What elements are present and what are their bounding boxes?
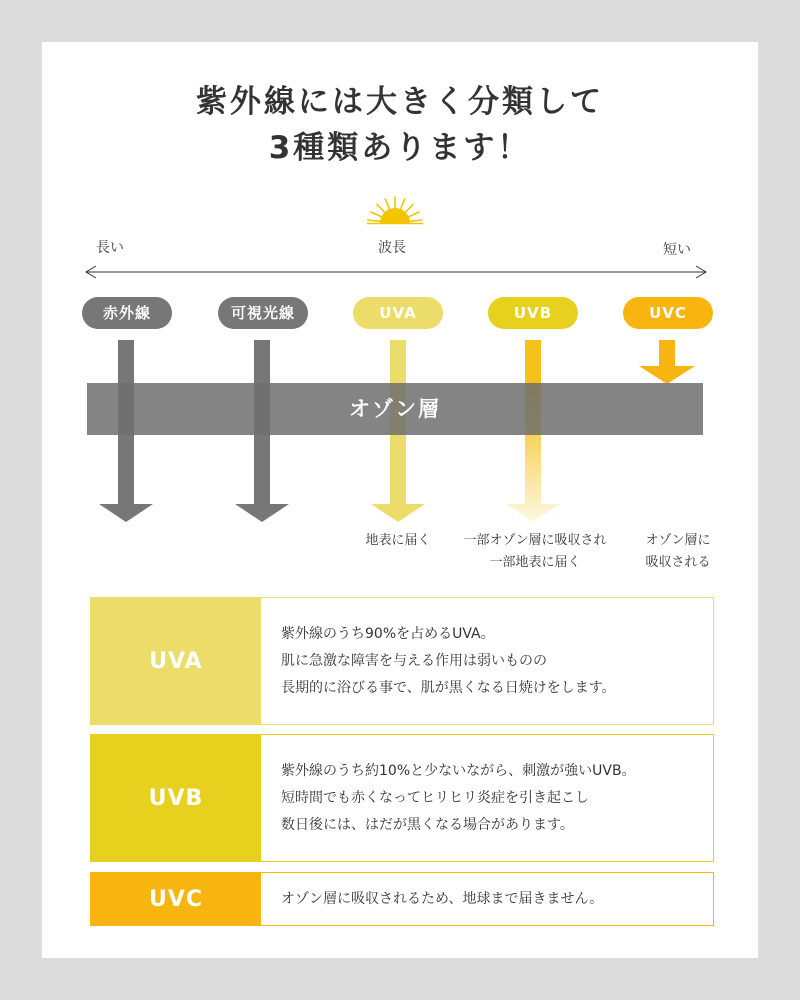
pill-uvc: UVC bbox=[623, 297, 713, 329]
wavelength-short-label: 短い bbox=[663, 242, 691, 258]
pill-uvb: UVB bbox=[488, 297, 578, 329]
uvc-detail-text bbox=[281, 873, 703, 925]
uvb-detail-text bbox=[281, 735, 703, 861]
pill-infrared: 赤外線 bbox=[82, 297, 172, 329]
uvc-result bbox=[630, 530, 726, 574]
uvb-detail-line-1: 紫外線のうち約10%と少ないながら、刺激が強いUVB。 bbox=[281, 762, 636, 779]
uvc-detail-label: UVC bbox=[91, 873, 261, 925]
uvb-detail-line-3: 数日後には、はだが黒くなる場合があります。 bbox=[281, 816, 574, 833]
uvb-result bbox=[453, 530, 617, 574]
uvb-result-line-1: 一部オゾン層に吸収され bbox=[463, 533, 607, 548]
pill-uva: UVA bbox=[353, 297, 443, 329]
uva-detail-line-1: 紫外線のうち90%を占めるUVA。 bbox=[281, 625, 495, 642]
uvc-result-line-1: オゾン層に bbox=[645, 533, 711, 548]
uvc-arrow bbox=[639, 340, 695, 384]
uva-result bbox=[348, 530, 448, 552]
pill-visible-light: 可視光線 bbox=[218, 297, 308, 329]
uvc-detail-line-1: オゾン層に吸収されるため、地球まで届きません。 bbox=[281, 890, 604, 907]
title-line-2: 3種類あります！ bbox=[268, 130, 532, 166]
uvc-detail-box bbox=[90, 872, 714, 926]
title-line-1: 紫外線には大きく分類して bbox=[196, 84, 604, 120]
uvb-detail-box bbox=[90, 734, 714, 862]
uvb-result-line-2: 一部地表に届く bbox=[489, 555, 581, 570]
uva-result-line: 地表に届く bbox=[365, 533, 431, 548]
uva-detail-label: UVA bbox=[91, 598, 261, 724]
uvc-result-line-2: 吸収される bbox=[645, 555, 711, 570]
uvb-detail-line-2: 短時間でも赤くなってヒリヒリ炎症を引き起こし bbox=[281, 789, 589, 806]
uva-detail-line-3: 長期的に浴びる事で、肌が黒くなる日焼けをします。 bbox=[281, 679, 616, 696]
uva-detail-line-2: 肌に急激な障害を与える作用は弱いものの bbox=[281, 652, 547, 669]
uvb-detail-label: UVB bbox=[91, 735, 261, 861]
ozone-layer: オゾン層 bbox=[87, 383, 703, 435]
wavelength-center-label: 波長 bbox=[378, 240, 406, 256]
uva-detail-box bbox=[90, 597, 714, 725]
uva-detail-text bbox=[281, 598, 703, 724]
wavelength-long-label: 長い bbox=[96, 240, 124, 256]
